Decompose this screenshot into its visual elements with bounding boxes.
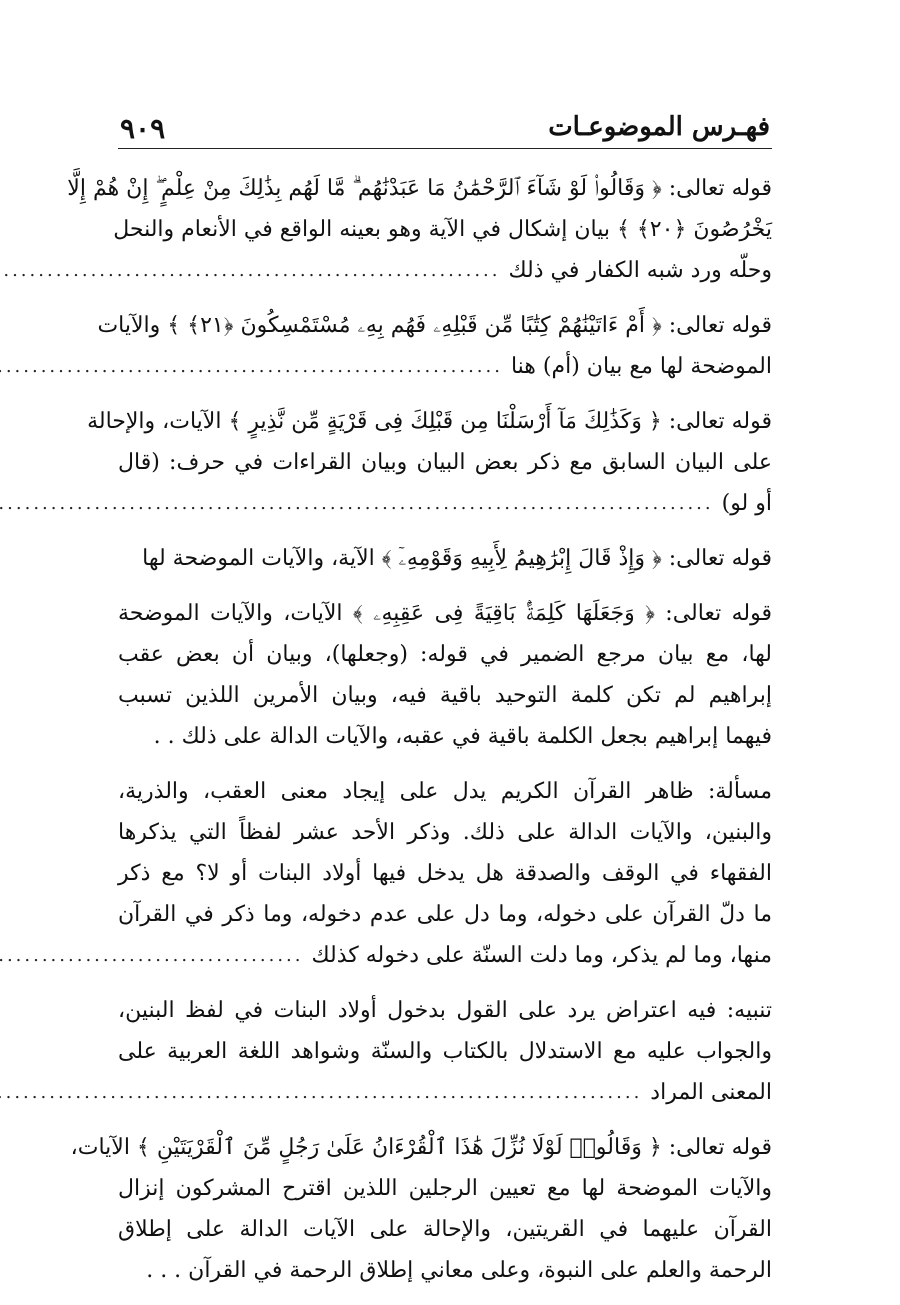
entry-last-line xyxy=(118,483,772,524)
index-entry xyxy=(87,401,772,524)
dot-leader xyxy=(0,1072,650,1113)
entry-line: وحلّه ورد شبه الكفار في ذلك xyxy=(508,258,772,283)
entry-last-line xyxy=(118,716,772,757)
entry-line: منها، وما لم يذكر، وما دلت السنّة على دخوله كذلك xyxy=(311,943,772,968)
index-entry xyxy=(67,168,772,291)
entry-line: ما دلّ القرآن على دخوله، وما دل على عدم دخوله، وما ذكر في القرآن xyxy=(118,902,772,927)
dot-leader xyxy=(0,935,311,976)
entry-line: قوله تعالى: ﴿ وَقَالُوا۟ لَوْلَا نُزِّلَ هَٰذَا ٱلْقُرْءَانُ عَلَىٰ رَجُلٍ مِّنَ ٱلْقَرْيَتَيْنِ ﴾ الآيات، xyxy=(70,1135,772,1160)
entry-line: مسألة: ظاهر القرآن الكريم يدل على إيجاد معنى العقب، والذرية، xyxy=(118,779,772,804)
entry-line: والآيات الموضحة لها مع تعيين الرجلين اللذين اقترح المشركون إنزال xyxy=(118,1176,772,1201)
entry-line: على البيان السابق مع ذكر بعض البيان وبيان القراءات في حرف: (قال xyxy=(118,450,772,475)
entry-line: يَخْرُصُونَ ﴿٢٠﴾ ﴾ بيان إشكال في الآية وهو بعينه الواقع في الأنعام والنحل xyxy=(113,217,772,242)
entry-line: الرحمة والعلم على النبوة، وعلى معاني إطلاق الرحمة في القرآن . . . xyxy=(146,1258,772,1283)
entry-line: إبراهيم لم تكن كلمة التوحيد باقية فيه، وبيان الأمرين اللذين تسبب xyxy=(118,683,772,708)
dot-leader xyxy=(0,250,509,291)
entry-last-line xyxy=(118,935,772,976)
entry-line: قوله تعالى: ﴿ أَمْ ءَاتَيْنَٰهُمْ كِتَٰبًا مِّن قَبْلِهِۦ فَهُم بِهِۦ مُسْتَمْسِكُونَ ﴿٢١﴾ ﴾ والآيات xyxy=(97,313,772,338)
entry-last-line xyxy=(118,1072,772,1113)
index-entry xyxy=(97,305,772,387)
entry-line: الفقهاء في الوقف والصدقة هل يدخل فيها أولاد البنات أو لا؟ مع ذكر xyxy=(118,861,772,886)
entry-line: القرآن عليهما في القريتين، والإحالة على الآيات الدالة على إطلاق xyxy=(118,1217,772,1242)
page-header xyxy=(118,108,772,149)
entry-line: الموضحة لها مع بيان (أم) هنا xyxy=(510,354,772,379)
entry-line: تنبيه: فيه اعتراض يرد على القول بدخول أولاد البنات في لفظ البنين، xyxy=(118,998,772,1023)
index-entry xyxy=(118,538,772,579)
entry-line: قوله تعالى: ﴿ وَجَعَلَهَا كَلِمَةًۢ بَاقِيَةً فِى عَقِبِهِۦ ﴾ الآيات، والآيات الموضحة xyxy=(118,601,772,626)
entry-line: قوله تعالى: ﴿ وَقَالُوا۟ لَوْ شَآءَ ٱلرَّحْمَٰنُ مَا عَبَدْنَٰهُم ۗ مَّا لَهُم بِذَٰلِكَ مِنْ عِلْمٍ ۖ إِنْ هُمْ إِلَّا xyxy=(67,176,772,201)
entry-last-line xyxy=(118,250,772,291)
index-entry xyxy=(118,771,772,976)
entry-line: والبنين، والآيات الدالة على ذلك. وذكر الأحد عشر لفظاً التي يذكرها xyxy=(118,820,772,845)
entry-line: قوله تعالى: ﴿ وَكَذَٰلِكَ مَآ أَرْسَلْنَا مِن قَبْلِكَ فِى قَرْيَةٍ مِّن نَّذِيرٍ ﴾ الآيات، والإحالة xyxy=(87,409,772,434)
dot-leader xyxy=(0,346,511,387)
page-number: ٩٠٩ xyxy=(120,112,166,145)
index-entry xyxy=(118,990,772,1113)
entry-line: أو لو) xyxy=(721,491,772,516)
dot-leader xyxy=(0,483,722,524)
entry-line: لها، مع بيان مرجع الضمير في قوله: (وجعلها)، وبيان أن بعض عقب xyxy=(118,642,772,667)
index-entry xyxy=(70,1127,772,1291)
entry-line: فيهما إبراهيم بجعل الكلمة باقية في عقبه، والآيات الدالة على ذلك . . xyxy=(153,724,772,749)
entry-last-line xyxy=(118,538,772,579)
page-title: فهـرس الموضوعـات xyxy=(548,112,770,142)
index-entry xyxy=(118,593,772,757)
index-entries xyxy=(67,168,772,1305)
entry-last-line xyxy=(118,1250,772,1291)
entry-line: والجواب عليه مع الاستدلال بالكتاب والسنّة وشواهد اللغة العربية على xyxy=(118,1039,772,1064)
entry-last-line xyxy=(118,346,772,387)
entry-line: المعنى المراد xyxy=(650,1080,772,1105)
entry-line: قوله تعالى: ﴿ وَإِذْ قَالَ إِبْرَٰهِيمُ لِأَبِيهِ وَقَوْمِهِۦٓ ﴾ الآية، والآيات الموضحة لها xyxy=(142,546,772,571)
